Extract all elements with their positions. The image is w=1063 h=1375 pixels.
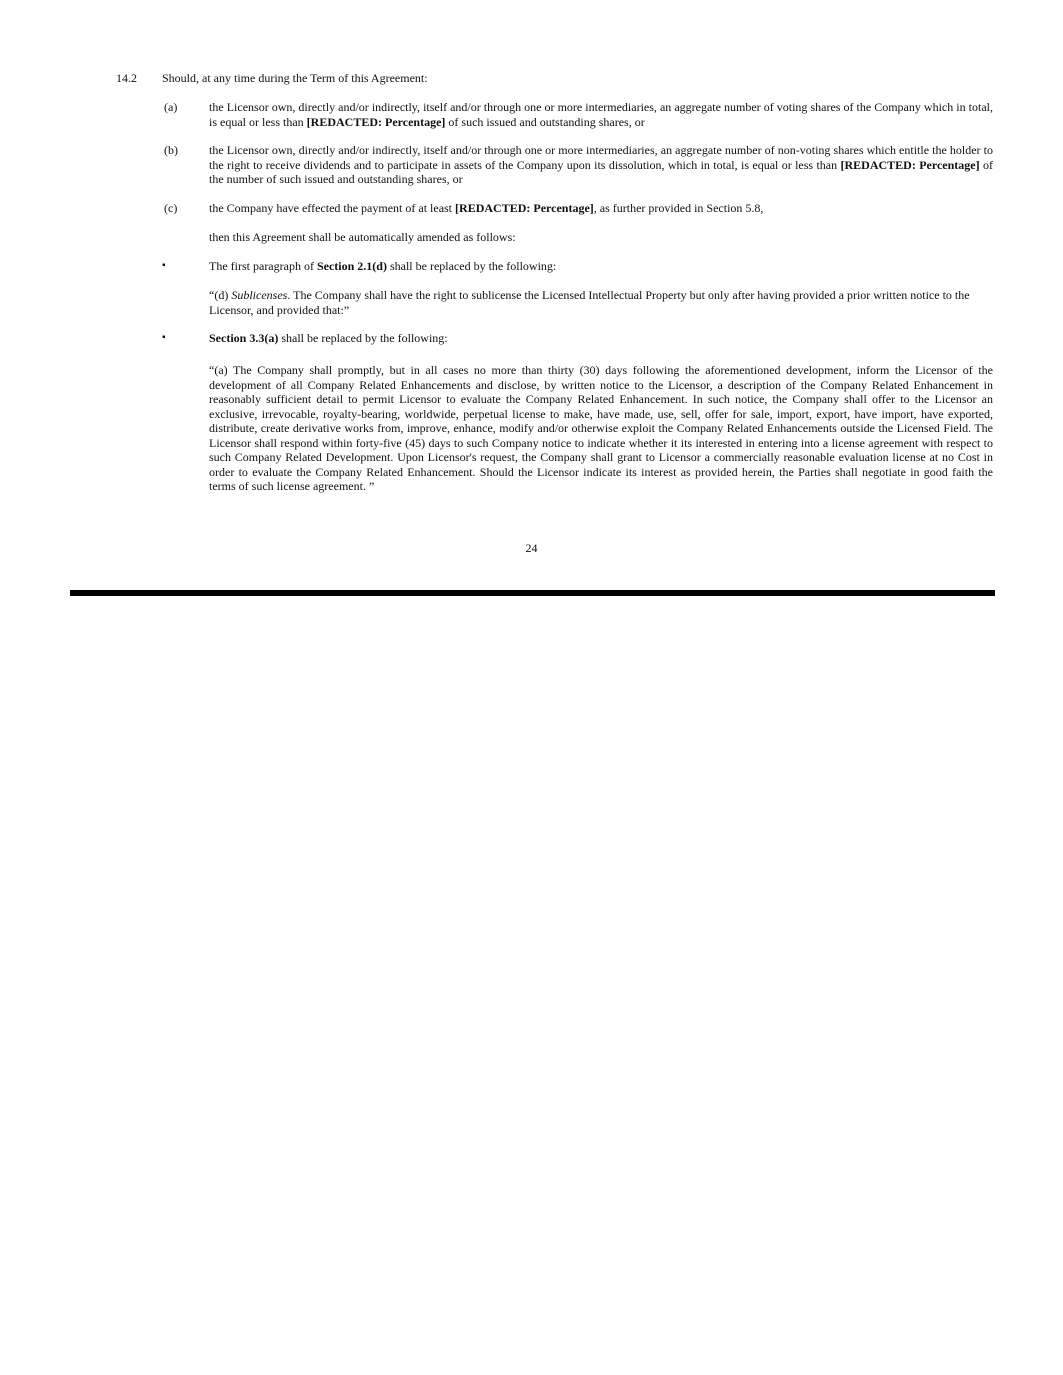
clause-text-part: of such issued and outstanding shares, or xyxy=(445,114,645,129)
clause-text-part: the Licensor own, directly and/or indirectly, itself and/or through one or more intermediaries, an aggregate number of voting shares of the Company which in total, is equal or less than xyxy=(209,100,993,129)
clause-text xyxy=(209,143,993,187)
section-reference: Section 3.3(a) xyxy=(209,331,279,345)
redacted-percentage: [REDACTED: Percentage] xyxy=(840,157,980,172)
bullet-text-part: shall be replaced by the following: xyxy=(386,259,557,273)
quote-text xyxy=(209,288,993,317)
redacted-percentage: [REDACTED: Percentage] xyxy=(306,114,446,129)
quote-part: . The Company shall have the right to sublicense the Licensed Intellectual Property but only after having provided a prior written notice to the Licensor, and provided that:” xyxy=(209,288,970,317)
quote-part: “(d) xyxy=(209,288,232,302)
bullet-text xyxy=(209,331,993,346)
clause-label: (a) xyxy=(164,100,178,114)
section-number: 14.2 xyxy=(116,71,137,85)
bullet-text-part: The first paragraph of xyxy=(209,259,317,273)
bullet-icon: ▪ xyxy=(162,260,166,271)
amendment-intro-text: then this Agreement shall be automatically amended as follows: xyxy=(209,230,516,244)
clause-label: (c) xyxy=(164,201,178,215)
redacted-percentage: [REDACTED: Percentage] xyxy=(455,201,594,215)
clause-label: (b) xyxy=(164,143,178,157)
page-number: 24 xyxy=(525,541,538,555)
page-divider xyxy=(70,590,995,596)
clause-text xyxy=(209,100,993,129)
clause-text-part: the Company have effected the payment of at least xyxy=(209,201,456,215)
clause-text-part: of the number of such issued and outstanding shares, or xyxy=(209,157,993,186)
quote-text: “(a) The Company shall promptly, but in all cases no more than thirty (30) days following the aforementioned development, inform the Licensor of the development of all Company Related Enhancements and disclose, by written notice to the Licensor, a description of the Company Related Enhancement in reasonably sufficient detail to permit Licensor to evaluate the Company Related Enhancement. In such notice, the Company shall offer to the Licensor an exclusive, irrevocable, royalty-bearing, worldwide, perpetual license to make, have made, use, sell, offer for sale, import, export, have import, have exported, distribute, create derivative works from, improve, enhance, modify and/or otherwise exploit the Company Related Enhancements outside the Licensed Field. The Licensor shall respond within forty-five (45) days to such Company notice to indicate whether it its interested in entering into a license agreement with respect to such Company Related Development. Upon Licensor's request, the Company shall grant to Licensor a commercially reasonable evaluation license at no Cost in order to evaluate the Company Related Enhancement. Should the Licensor indicate its interest as provided herein, the Parties shall negotiate in good faith the terms of such license agreement. ” xyxy=(209,363,993,493)
section-intro: Should, at any time during the Term of this Agreement: xyxy=(162,71,428,85)
bullet-text-part: shall be replaced by the following: xyxy=(278,331,448,345)
section-reference: Section 2.1(d) xyxy=(316,259,387,273)
clause-text-part: , as further provided in Section 5.8, xyxy=(593,201,764,215)
clause-text-part: the Licensor own, directly and/or indirectly, itself and/or through one or more intermediaries, an aggregate number of non-voting shares which entitle the holder to the right to receive dividends and to participate in assets of the Company upon its dissolution, which in total, is equal or less than xyxy=(209,143,993,172)
quote-italic-heading: Sublicenses xyxy=(231,288,288,302)
bullet-text xyxy=(209,259,993,274)
clause-text xyxy=(209,201,993,216)
bullet-icon: ▪ xyxy=(162,332,166,343)
